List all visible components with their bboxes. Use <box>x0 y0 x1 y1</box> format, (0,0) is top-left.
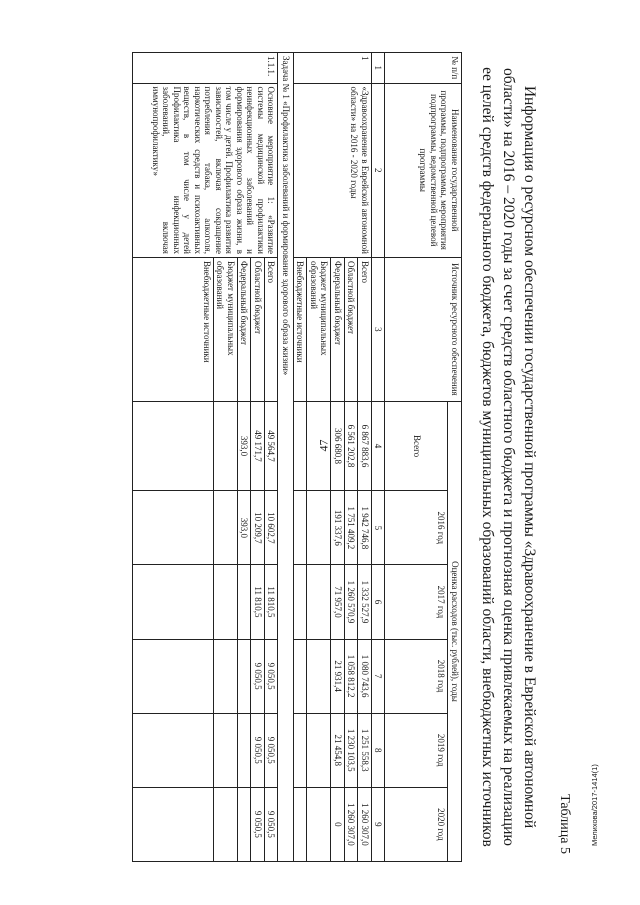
value-cell <box>294 491 308 565</box>
measure-name: Основное мероприятие 1: «Развитие системы медицинской профилактики неинфекционных заболеваний и формирования здорового образа жизни, в том числе у детей. Профилактика развития зависимостей, включая сокращение потребления табака, алкоголя, наркотических средств и психоактивных веществ, в том числе у детей Профилактика инфекционных заболеваний, включая иммунопрофилактику» <box>133 83 279 257</box>
source-cell: Федеральный бюджет <box>238 257 252 401</box>
value-cell: 1 260 570,9 <box>345 565 359 639</box>
header-2019: 2019 год <box>385 713 448 787</box>
value-cell: 1 230 103,5 <box>345 713 359 787</box>
header-2017: 2017 год <box>385 565 448 639</box>
source-cell: Областной бюджет <box>345 257 359 401</box>
value-cell <box>238 787 252 861</box>
value-cell: 1 751 409,2 <box>345 491 359 565</box>
col-number: 2 <box>372 83 386 257</box>
stamp-text: Мелихова/2017-1414(1) <box>590 764 599 846</box>
source-cell: Внебюджетные источники <box>294 257 308 401</box>
col-number: 3 <box>372 257 386 401</box>
value-cell <box>214 565 238 639</box>
value-cell: 71 957,0 <box>331 565 345 639</box>
value-cell: 6 561 202,8 <box>345 401 359 490</box>
source-cell: Всего <box>265 257 279 401</box>
value-cell: 1 260 307,0 <box>345 787 359 861</box>
value-cell <box>238 639 252 713</box>
value-cell: 9 050,5 <box>251 639 265 713</box>
value-cell <box>133 491 214 565</box>
value-cell: 1 332 527,9 <box>358 565 372 639</box>
header-source: Источник ресурсного обеспечения <box>385 257 462 401</box>
header-name: Наименование государственной программы, подпрограммы, мероприятия подпрограммы, ведомственной целевой программы <box>385 83 462 257</box>
value-cell <box>238 565 252 639</box>
value-cell: 1 058 812,2 <box>345 639 359 713</box>
value-cell <box>307 639 331 713</box>
col-number: 9 <box>372 787 386 861</box>
value-cell: 21 454,8 <box>331 713 345 787</box>
value-cell <box>307 401 331 490</box>
value-cell <box>133 787 214 861</box>
rotated-sheet <box>0 22 590 882</box>
source-cell: Областной бюджет <box>251 257 265 401</box>
column-numbers-row <box>372 53 386 862</box>
value-cell: 9 050,5 <box>251 787 265 861</box>
value-cell <box>214 639 238 713</box>
value-cell <box>238 713 252 787</box>
task-row <box>278 53 294 862</box>
value-cell <box>214 401 238 490</box>
header-no: № п/п <box>385 53 462 84</box>
source-cell: Бюджет муниципальных образований <box>307 257 331 401</box>
value-cell <box>307 787 331 861</box>
value-cell: 11 810,5 <box>251 565 265 639</box>
value-cell: 11 810,5 <box>265 565 279 639</box>
value-cell <box>133 565 214 639</box>
header-2020: 2020 год <box>385 787 448 861</box>
col-number: 5 <box>372 491 386 565</box>
value-cell <box>294 639 308 713</box>
source-cell: Внебюджетные источники <box>133 257 214 401</box>
value-cell: 9 050,5 <box>265 639 279 713</box>
header-total: Всего <box>385 401 448 490</box>
value-cell <box>133 713 214 787</box>
header-estimate: Оценка расходов (тыс. рублей), годы <box>448 401 462 861</box>
header-2016: 2016 год <box>385 491 448 565</box>
value-cell: 1 251 558,3 <box>358 713 372 787</box>
header-row-1 <box>448 53 462 862</box>
value-cell: 49 564,7 <box>265 401 279 490</box>
value-cell: 1 260 307,0 <box>358 787 372 861</box>
task-title: Задача № 1 «Профилактика заболеваний и формирование здорового образа жизни» <box>278 53 294 862</box>
value-cell <box>214 713 238 787</box>
value-cell: 393,0 <box>238 491 252 565</box>
value-cell <box>294 401 308 490</box>
value-cell: 21 931,4 <box>331 639 345 713</box>
value-cell <box>294 787 308 861</box>
table-label: Таблица 5 <box>557 794 572 854</box>
value-cell <box>133 401 214 490</box>
value-cell <box>214 787 238 861</box>
source-cell: Федеральный бюджет <box>331 257 345 401</box>
value-cell: 393,0 <box>238 401 252 490</box>
value-cell: 49 171,7 <box>251 401 265 490</box>
col-number: 6 <box>372 565 386 639</box>
program-name: «Здравоохранение в Еврейской автономной области» на 2016 - 2020 годы <box>294 83 372 257</box>
value-cell: 1 080 743,6 <box>358 639 372 713</box>
source-cell: Всего <box>358 257 372 401</box>
measure-no: 1.1.1. <box>133 53 279 84</box>
table-row <box>358 53 372 862</box>
value-cell <box>214 491 238 565</box>
col-number: 4 <box>372 401 386 490</box>
page-number: 47 <box>316 439 331 452</box>
value-cell: 6 867 883,6 <box>358 401 372 490</box>
col-number: 8 <box>372 713 386 787</box>
value-cell: 191 337,6 <box>331 491 345 565</box>
value-cell <box>307 713 331 787</box>
value-cell <box>307 565 331 639</box>
value-cell <box>294 565 308 639</box>
value-cell: 9 050,5 <box>251 713 265 787</box>
value-cell <box>307 491 331 565</box>
source-cell: Бюджет муниципальных образований <box>214 257 238 401</box>
value-cell: 306 680,8 <box>331 401 345 490</box>
value-cell: 1 942 746,8 <box>358 491 372 565</box>
program-no: 1 <box>294 53 372 84</box>
table-row <box>265 53 279 862</box>
header-2018: 2018 год <box>385 639 448 713</box>
value-cell: 9 050,5 <box>265 713 279 787</box>
value-cell <box>133 639 214 713</box>
resource-table <box>132 52 462 862</box>
value-cell <box>294 713 308 787</box>
value-cell: 9 050,5 <box>265 787 279 861</box>
value-cell: 0 <box>331 787 345 861</box>
value-cell: 10 602,7 <box>265 491 279 565</box>
col-number: 1 <box>372 53 386 84</box>
document-title: Информация о ресурсном обеспечении государственной программы «Здравоохранение в Еврейской автономной области» на 2016 – 2020 годы за счет средств областного бюджета и прогнозная оценка привлекаемых на реализацию ее целей средств федерального бюджета, бюджетов муниципальных образований области, внебюджетных источников <box>479 67 538 847</box>
col-number: 7 <box>372 639 386 713</box>
value-cell: 10 209,7 <box>251 491 265 565</box>
